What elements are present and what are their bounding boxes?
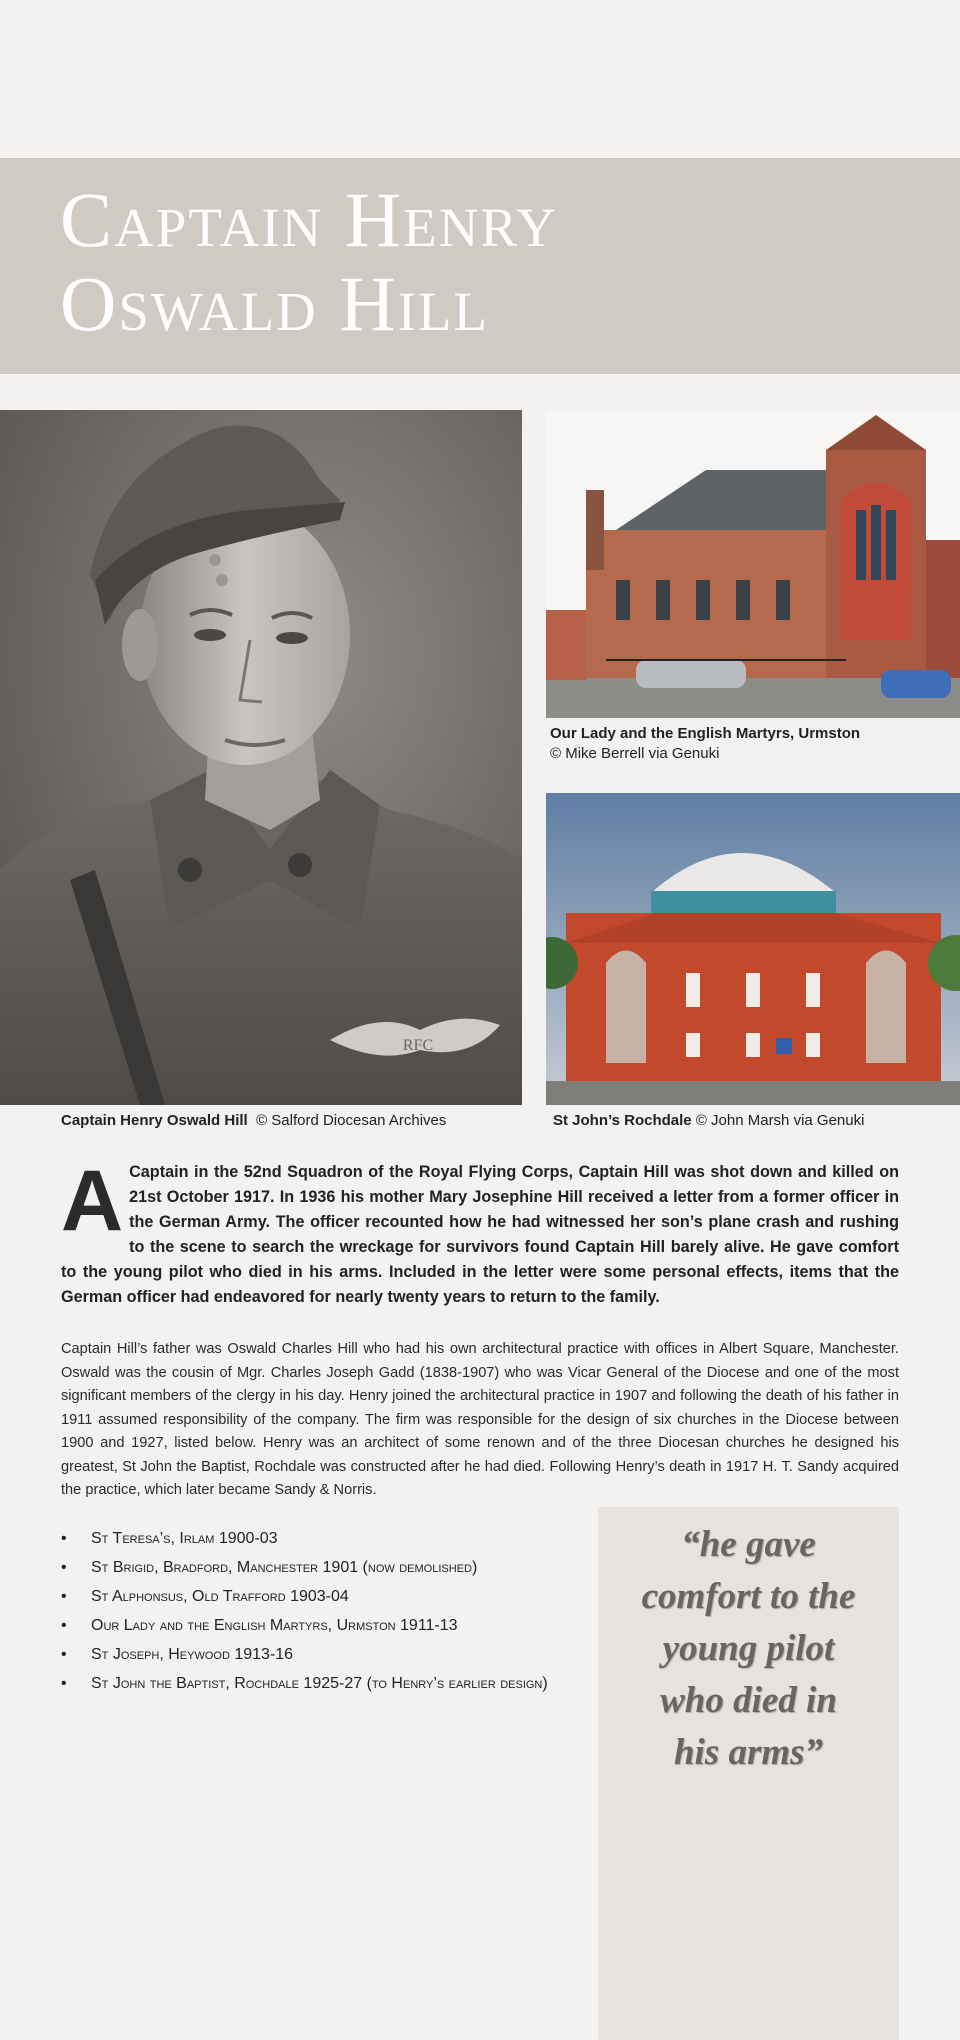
church-photo-rochdale	[546, 793, 960, 1105]
tunic-shape	[0, 780, 522, 1105]
rochdale-caption-title: St John’s Rochdale	[553, 1112, 692, 1129]
quote-line-4: who died in	[660, 1680, 837, 1721]
pull-quote	[598, 1519, 899, 1779]
quote-line-5: his arms”	[673, 1732, 824, 1773]
list-item	[61, 1553, 581, 1582]
body-paragraph: Captain Hill’s father was Oswald Charles Hill who had his own architectural practice with offices in Albert Square, Manchester. Oswald was the cousin of Mgr. Charles Joseph Gadd (1838-1907) who was Vicar General of the Diocese and one of the most significant members of the clergy in his day. Henry joined the architectural practice in 1907 and following the death of his father in 1911 assumed responsibility of the company. The firm was responsible for the design of six churches in the Diocese between 1900 and 1927, listed below. Henry was an architect of some renown and of the three Diocesan churches he designed his greatest, St John the Baptist, Rochdale was constructed after he had died. Following Henry’s death in 1917 H. T. Sandy acquired the practice, which later became Sandy & Norris.	[61, 1341, 899, 1498]
list-item	[61, 1582, 581, 1611]
church-photo-urmston	[546, 410, 960, 718]
quote-line-1: “he gave	[681, 1524, 816, 1565]
urmston-caption-title: Our Lady and the English Martyrs, Urmston	[550, 725, 861, 742]
title-line-2: Oswald Hill	[60, 260, 490, 347]
title-line-1: Captain Henry	[60, 176, 558, 263]
quote-line-3: young pilot	[662, 1628, 835, 1669]
church-list	[61, 1524, 581, 1698]
church-name: St John the Baptist, Rochdale 1925-27 (to Henry’s earlier design)	[91, 1675, 548, 1692]
portrait-caption	[61, 1112, 446, 1129]
bullet-icon: •	[61, 1559, 67, 1576]
portrait-illustration	[0, 410, 522, 1105]
church-name: St Alphonsus, Old Trafford 1903-04	[91, 1588, 349, 1605]
urmston-caption-credit: © Mike Berrell via Genuki	[550, 745, 720, 762]
church-name: St Brigid, Bradford, Manchester 1901 (now demolished)	[91, 1559, 478, 1576]
rochdale-caption-credit: © John Marsh via Genuki	[695, 1112, 865, 1129]
pull-quote-box	[598, 1507, 899, 2040]
list-item	[61, 1669, 581, 1698]
car-blue	[881, 670, 951, 698]
list-item	[61, 1611, 581, 1640]
badge-text: RFC	[402, 1037, 434, 1054]
portrait-caption-credit: © Salford Diocesan Archives	[256, 1112, 447, 1129]
church-name: St Teresa’s, Irlam 1900-03	[91, 1530, 278, 1547]
urmston-caption	[550, 724, 860, 764]
list-item	[61, 1640, 581, 1669]
church-name: Our Lady and the English Martyrs, Urmston 1911-13	[91, 1617, 458, 1634]
list-item	[61, 1524, 581, 1553]
bullet-icon: •	[61, 1530, 67, 1547]
portrait-photo	[0, 410, 522, 1105]
portrait-caption-name: Captain Henry Oswald Hill	[61, 1112, 248, 1129]
bullet-icon: •	[61, 1646, 67, 1663]
intro-paragraph	[61, 1153, 899, 1310]
bullet-icon: •	[61, 1675, 67, 1692]
page-title	[60, 178, 558, 346]
car-silver	[636, 660, 746, 688]
quote-line-2: comfort to the	[641, 1576, 856, 1617]
rochdale-caption	[553, 1112, 864, 1129]
rochdale-illustration	[546, 793, 960, 1105]
bullet-icon: •	[61, 1617, 67, 1634]
title-band	[0, 158, 960, 374]
bullet-icon: •	[61, 1588, 67, 1605]
drop-cap: A	[61, 1153, 124, 1249]
urmston-illustration	[546, 410, 960, 718]
intro-text: Captain in the 52nd Squadron of the Royal Flying Corps, Captain Hill was shot down and killed on 21st October 1917. In 1936 his mother Mary Josephine Hill received a letter from a former officer in the German Army. The officer recounted how he had witnessed her son’s plane crash and rushing to the scene to search the wreckage for survivors found Captain Hill barely alive. He gave comfort to the young pilot who died in his arms. Included in the letter were some personal effects, items that the German officer had endeavored for nearly twenty years to return to the family.	[61, 1163, 899, 1306]
church-name: St Joseph, Heywood 1913-16	[91, 1646, 294, 1663]
